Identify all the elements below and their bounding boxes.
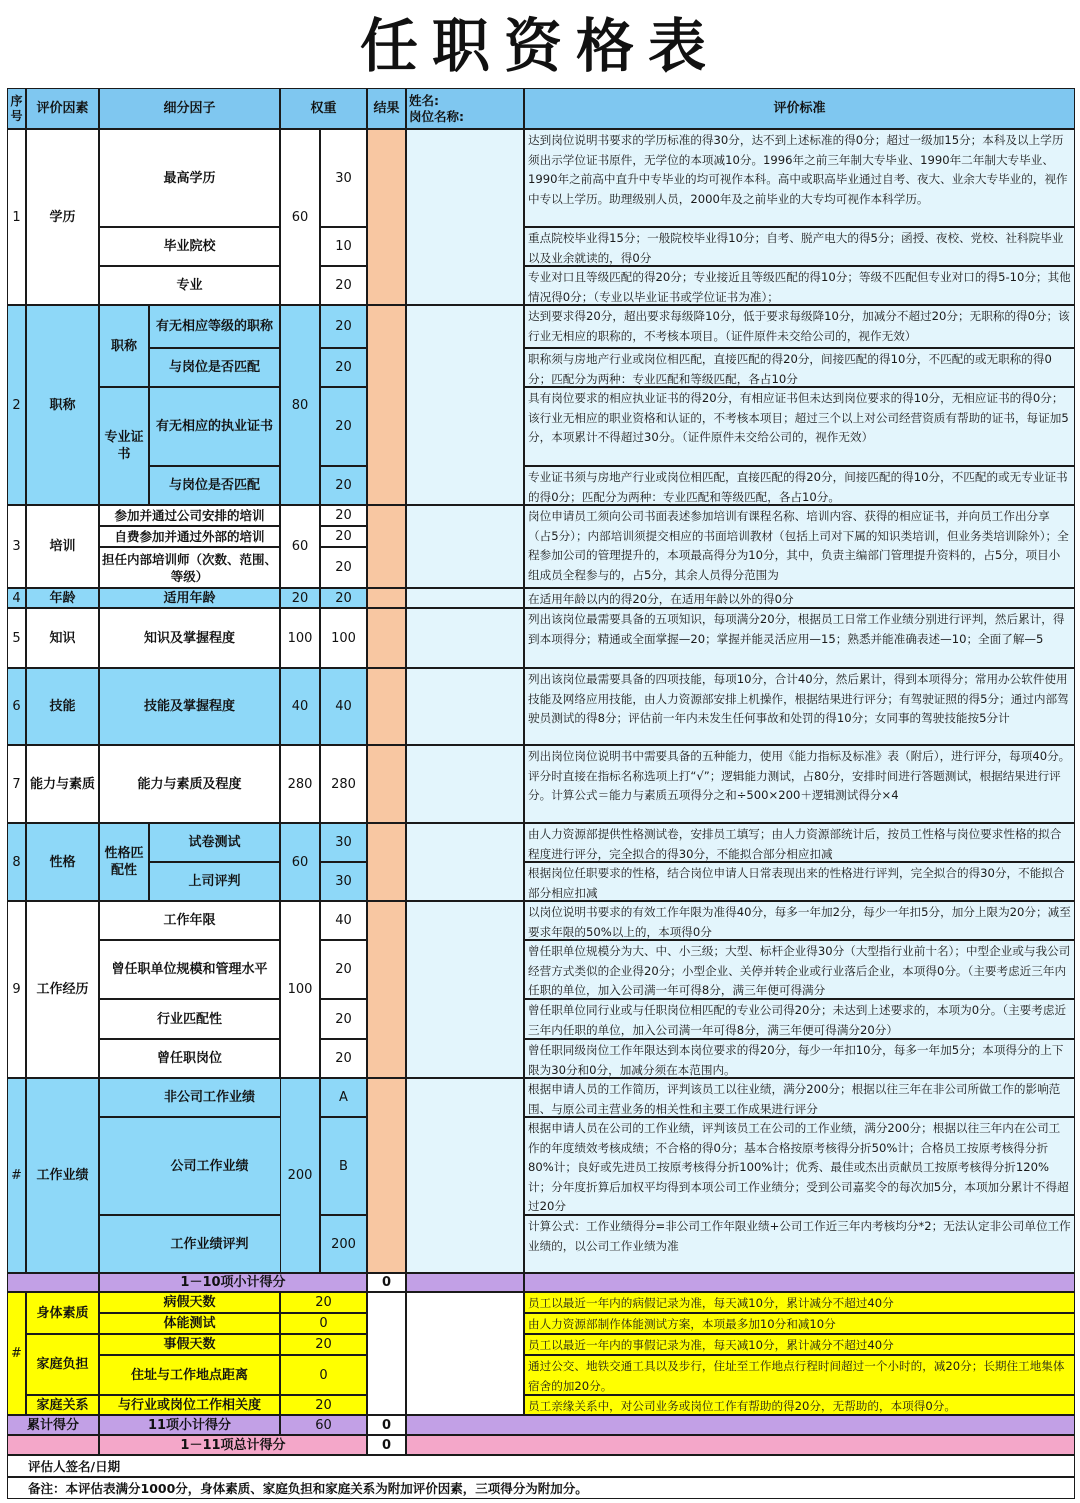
row5-weight: 100: [280, 608, 320, 668]
row3-factor: 培训: [26, 505, 99, 588]
row1-name-cell[interactable]: [406, 129, 524, 305]
row4-sub: 适用年龄: [99, 588, 280, 608]
subtotal-1-10-result[interactable]: 0: [367, 1273, 406, 1292]
total-label: 1－11项总计得分: [99, 1435, 367, 1455]
row4-result[interactable]: [367, 588, 406, 608]
row2-w2: 20: [320, 348, 367, 387]
row5-crit: 列出该岗位最需要具备的五项知识，每项满分20分，根据员工日常工作业绩分别进行评判，然后累计，得到本项得分；精通或全面掌握—20；掌握并能灵活应用—15；熟悉并能准确表述—10；全面了解—5: [524, 608, 1075, 668]
row10-crit1: 根据申请人员的工作简历，评判该员工以往业绩，满分200分；根据以往三年在非公司所做工作的影响范围、与原公司主营业务的相关性和主要工作成果进行评分: [524, 1078, 1075, 1117]
row4-crit: 在适用年龄以内的得20分，在适用年龄以外的得0分: [524, 588, 1075, 608]
row9-sub2: 曾任职单位规模和管理水平: [99, 940, 280, 999]
extra-crit3: 员工以最近一年内的事假记录为准，每天减10分，累计减分不超过40分: [524, 1334, 1075, 1355]
row7-sub: 能力与素质及程度: [99, 745, 280, 823]
row7-result[interactable]: [367, 745, 406, 823]
row6-factor: 技能: [26, 668, 99, 745]
row1-seq: 1: [7, 129, 26, 305]
row2-group-title: 职称: [99, 305, 149, 387]
row5-result[interactable]: [367, 608, 406, 668]
row6-weight: 40: [280, 668, 320, 745]
row1-sub1: 最高学历: [99, 129, 280, 227]
row9-crit1: 以岗位说明书要求的有效工作年限为准得40分，每多一年加2分，每少一年扣5分，加分上限为20分；减至要求年限的50%以上的，本项得0分: [524, 901, 1075, 940]
row7-factor: 能力与素质: [26, 745, 99, 823]
extra-crit2: 由人力资源部制作体能测试方案，本项最多加10分和减10分: [524, 1313, 1075, 1334]
row9-w3: 20: [320, 999, 367, 1039]
row3-seq: 3: [7, 505, 26, 588]
row8-result[interactable]: [367, 823, 406, 901]
row10-sub1: 非公司工作业绩: [99, 1078, 320, 1117]
row8-w2: 30: [320, 862, 367, 901]
row8-factor: 性格: [26, 823, 99, 901]
extra-sub4: 住址与工作地点距离: [99, 1355, 280, 1395]
row1-sub3: 专业: [99, 266, 280, 305]
row2-crit2: 职称须与房地产行业或岗位相匹配，直接匹配的得20分，间接匹配的得10分，不匹配的或无职称的得0分；匹配分为两种：专业匹配和等级匹配，各占10分: [524, 348, 1075, 387]
row5-w: 100: [320, 608, 367, 668]
signature-field[interactable]: 评估人签名/日期: [7, 1455, 1075, 1477]
row7-crit: 列出岗位岗位说明书中需要具备的五种能力，使用《能力指标及标准》表（附后），进行评分，每项40分。评分时直接在指标名称选项上打“√”；逻辑能力测试，占80分，安排时间进行答题测试，根据结果进行评分。计算公式＝能力与素质五项得分之和÷500×200＋逻辑测试得分×4: [524, 745, 1075, 823]
row3-result[interactable]: [367, 505, 406, 588]
subtotal-11-label: 11项小计得分: [99, 1415, 280, 1435]
row10-sub3: 工作业绩评判: [99, 1215, 320, 1273]
row2-crit4: 专业证书须与房地产行业或岗位相匹配，直接匹配的得20分，间接匹配的得10分，不匹配的或无专业证书的得0分；匹配分为两种：专业匹配和等级匹配，各占10分。: [524, 466, 1075, 505]
row6-seq: 6: [7, 668, 26, 745]
row2-crit3: 具有岗位要求的相应执业证书的得20分，有相应证书但未达到岗位要求的得10分，无相应证书的得0分；该行业无相应的职业资格和认证的，不考核本项目；超过三个以上对公司经营资质有帮助的证书，每证加5分，本项累计不得超过30分。（证件原件未交给公司的，视作无效）: [524, 387, 1075, 466]
row9-w4: 20: [320, 1039, 367, 1078]
header-name-position[interactable]: [406, 88, 524, 129]
extra-weight3: 20: [280, 1334, 367, 1355]
row8-weight: 60: [280, 823, 320, 901]
total-rest: [406, 1435, 1075, 1455]
extra-crit4: 通过公交、地铁交通工具以及步行，住址至工作地点行程时间超过一个小时的，减20分；长期住工地集体宿舍的加20分。: [524, 1355, 1075, 1395]
row7-seq: 7: [7, 745, 26, 823]
row8-sub1: 试卷测试: [149, 823, 280, 862]
extra-crit5: 员工亲缘关系中，对公司业务或岗位工作有帮助的得20分，无帮助的，本项得0分。: [524, 1395, 1075, 1415]
row9-factor: 工作经历: [26, 901, 99, 1078]
total-result[interactable]: 0: [367, 1435, 406, 1455]
row1-crit3: 专业对口且等级匹配的得20分；专业接近且等级匹配的得10分；等级不匹配但专业对口的得5-10分；其他情况得0分；（专业以毕业证书或学位证书为准）；: [524, 266, 1075, 305]
row5-seq: 5: [7, 608, 26, 668]
page-title: 任职资格表: [359, 12, 720, 80]
row2-sub1: 有无相应等级的职称: [149, 305, 280, 348]
row8-crit1: 由人力资源部提供性格测试卷，安排员工填写；由人力资源部统计后，按员工性格与岗位要求性格的拟合程度进行评分，完全拟合的得30分，不能拟合部分相应扣减: [524, 823, 1075, 862]
extra-factor-body: 身体素质: [26, 1292, 99, 1334]
footnote: 备注：本评估表满分1000分，身体素质、家庭负担和家庭关系为附加评价因素，三项得分为附加分。: [7, 1477, 1075, 1499]
subtotal-1-10-crit: [524, 1273, 1075, 1292]
row9-name-cell[interactable]: [406, 901, 524, 1078]
position-label: 岗位名称:: [409, 108, 464, 124]
row2-sub3: 有无相应的执业证书: [149, 387, 280, 466]
extra-crit1: 员工以最近一年内的病假记录为准，每天减10分，累计减分不超过40分: [524, 1292, 1075, 1313]
row3-name-cell[interactable]: [406, 505, 524, 588]
row10-w3: 200: [320, 1215, 367, 1273]
row2-group-cert: 专业证书: [99, 387, 149, 505]
row9-sub4: 曾任职岗位: [99, 1039, 280, 1078]
header-subfactor: 细分因子: [99, 88, 280, 129]
extra-result[interactable]: [367, 1292, 406, 1415]
header-criteria: 评价标准: [524, 88, 1075, 129]
row2-factor: 职称: [26, 305, 99, 505]
row9-crit3: 曾任职单位同行业或与任职岗位相匹配的专业公司得20分；未达到上述要求的，本项为0分。（主要考虑近三年内任职的单位，加入公司满一年可得8分，满三年便可得满分20分）: [524, 999, 1075, 1039]
row8-w1: 30: [320, 823, 367, 862]
row7-name-cell[interactable]: [406, 745, 524, 823]
extra-sub1: 病假天数: [99, 1292, 280, 1313]
extra-factor-family: 家庭负担: [26, 1334, 99, 1395]
row8-name-cell[interactable]: [406, 823, 524, 901]
row5-name-cell[interactable]: [406, 608, 524, 668]
row6-name-cell[interactable]: [406, 668, 524, 745]
row1-crit1: 达到岗位说明书要求的学历标准的得30分，达不到上述标准的得0分；超过一级加15分；本科及以上学历须出示学位证书原件，无学位的本项减10分。1996年之前三年制大专毕业、1990年二年制大专毕业、1990年之前高中直升中专毕业的均可视作本科。高中或职高毕业通过自考、夜大、业余大专毕业的，视作中专以上学历。助理级别人员，2000年及之前毕业的大专均可视作本科学历。: [524, 129, 1075, 227]
row5-factor: 知识: [26, 608, 99, 668]
row7-weight: 280: [280, 745, 320, 823]
row2-crit1: 达到要求得20分，超出要求每级降10分，低于要求每级降10分，加减分不超过20分；无职称的得0分；该行业无相应的职称的，不考核本项目。（证件原件未交给公司的，视作无效）: [524, 305, 1075, 348]
row1-sub2: 毕业院校: [99, 227, 280, 266]
row4-name-cell[interactable]: [406, 588, 524, 608]
row8-sub2: 上司评判: [149, 862, 280, 901]
row10-crit3: 计算公式：工作业绩得分=非公司工作年限业绩+公司工作近三年内考核均分*2；无法认定非公司单位工作业绩的，以公司工作业绩为准: [524, 1215, 1075, 1273]
name-label: 姓名:: [409, 92, 439, 108]
header-weight: 权重: [280, 88, 367, 129]
row9-w2: 20: [320, 940, 367, 999]
row7-w: 280: [320, 745, 367, 823]
row1-w2: 10: [320, 227, 367, 266]
total-blank: [7, 1435, 99, 1455]
row3-sub1: 参加并通过公司安排的培训: [99, 505, 280, 526]
row1-result[interactable]: [367, 129, 406, 305]
row9-crit4: 曾任职同级岗位工作年限达到本岗位要求的得20分，每少一年扣10分，每多一年加5分；本项得分的上下限为30分和0分，加减分须在本范围内。: [524, 1039, 1075, 1078]
extra-weight5: 20: [280, 1395, 367, 1415]
row4-factor: 年龄: [26, 588, 99, 608]
row3-crit: 岗位申请员工须向公司书面表述参加培训有课程名称、培训内容、获得的相应证书，并向员工作出分享（占5分）；内部培训须提交相应的书面培训教材（包括上司对下属的知识类培训，但业务类培训除外）；全程参加公司的管理提升的，本项最高得分为10分，其中，负责主编部门管理提升资料的，占5分，项目小组成员全程参与的，占5分，其余人员得分范围为: [524, 505, 1075, 588]
row5-sub: 知识及掌握程度: [99, 608, 280, 668]
subtotal-11-rest: [406, 1415, 1075, 1435]
row3-weight: 60: [280, 505, 320, 588]
subtotal-11-result[interactable]: 0: [367, 1415, 406, 1435]
row6-w: 40: [320, 668, 367, 745]
row10-crit2: 根据申请人员在公司的工作业绩，评判该员工在公司的工作业绩，满分200分；根据以往三年内在公司工作的年度绩效考核成绩；不合格的得0分；基本合格按原考核得分折50%计；合格员工按原考核得分折80%计；良好或先进员工按原考核得分折100%计；优秀、最佳或杰出贡献员工按原考核得分折120%计；分年度折算后加权平均得到本项公司工作业绩分；受到公司嘉奖令的每次加5分，本项加分累计不得超过20分: [524, 1117, 1075, 1215]
row2-weight: 80: [280, 305, 320, 505]
extra-sub5: 与行业或岗位工作相关度: [99, 1395, 280, 1415]
row3-w3: 20: [320, 547, 367, 588]
row4-seq: 4: [7, 588, 26, 608]
row2-sub4: 与岗位是否匹配: [149, 466, 280, 505]
subtotal-1-10-rest: [406, 1273, 524, 1292]
row2-name-cell[interactable]: [406, 305, 524, 505]
row9-w1: 40: [320, 901, 367, 940]
row3-w2: 20: [320, 526, 367, 547]
row9-result[interactable]: [367, 901, 406, 1078]
row9-seq: 9: [7, 901, 26, 1078]
subtotal-1-10-label: 1－10项小计得分: [99, 1273, 367, 1292]
row2-sub2: 与岗位是否匹配: [149, 348, 280, 387]
header-seq: 序号: [7, 88, 26, 129]
row2-result[interactable]: [367, 305, 406, 505]
row2-w4: 20: [320, 466, 367, 505]
row1-weight: 60: [280, 129, 320, 305]
extra-sub3: 事假天数: [99, 1334, 280, 1355]
extra-sub2: 体能测试: [99, 1313, 280, 1334]
row8-group: 性格匹配性: [99, 823, 149, 901]
row3-sub3: 担任内部培训师（次数、范围、等级）: [99, 547, 280, 588]
extra-weight2: 0: [280, 1313, 367, 1334]
row10-w2: B: [320, 1117, 367, 1215]
row10-seq: #: [7, 1078, 26, 1273]
row6-crit: 列出该岗位最需要具备的四项技能，每项10分，合计40分，然后累计，得到本项得分；常用办公软件使用技能及网络应用技能，由人力资源部安排上机操作，根据结果进行评分；有驾驶证照的得5分；通过内部驾驶员测试的得8分；评估前一年内未发生任何事故和处罚的得10分；女同事的驾驶技能按5分计: [524, 668, 1075, 745]
row9-crit2: 曾任职单位规模分为大、中、小三级；大型、标杆企业得30分（大型指行业前十名）；中型企业或与我公司经营方式类似的企业得20分；小型企业、关停并转企业或行业落后企业，本项得0分。（主要考虑近三年内任职的单位，加入公司满一年可得8分，满三年便可得满分: [524, 940, 1075, 999]
row10-sub2: 公司工作业绩: [99, 1117, 320, 1215]
header-factor: 评价因素: [26, 88, 99, 129]
extra-weight4: 0: [280, 1355, 367, 1395]
subtotal-11-weight: 60: [280, 1415, 367, 1435]
row3-w1: 20: [320, 505, 367, 526]
row10-name-cell[interactable]: [406, 1078, 524, 1273]
extra-factor-relation: 家庭关系: [26, 1395, 99, 1415]
row2-w3: 20: [320, 387, 367, 466]
row6-sub: 技能及掌握程度: [99, 668, 280, 745]
row10-factor: 工作业绩: [26, 1078, 99, 1273]
header-result: 结果: [367, 88, 406, 129]
row4-w: 20: [320, 588, 367, 608]
extra-name-cell[interactable]: [406, 1292, 524, 1415]
row1-w3: 20: [320, 266, 367, 305]
subtotal-1-10-blank: [7, 1273, 99, 1292]
row1-w1: 30: [320, 129, 367, 227]
row3-sub2: 自费参加并通过外部的培训: [99, 526, 280, 547]
subtotal-11-factor: 累计得分: [7, 1415, 99, 1435]
row2-w1: 20: [320, 305, 367, 348]
row9-sub1: 工作年限: [99, 901, 280, 940]
row1-crit2: 重点院校毕业得15分；一般院校毕业得10分；自考、脱产电大的得5分；函授、夜校、党校、社科院毕业以及业余就读的，得0分: [524, 227, 1075, 266]
row4-weight: 20: [280, 588, 320, 608]
row9-weight: 100: [280, 901, 320, 1078]
row8-seq: 8: [7, 823, 26, 901]
extra-weight1: 20: [280, 1292, 367, 1313]
extra-seq: #: [7, 1292, 26, 1415]
row10-result[interactable]: [367, 1078, 406, 1273]
row10-w1: A: [320, 1078, 367, 1117]
row6-result[interactable]: [367, 668, 406, 745]
row9-sub3: 行业匹配性: [99, 999, 280, 1039]
row8-crit2: 根据岗位任职要求的性格，结合岗位申请人日常表现出来的性格进行评判，完全拟合的得30分，不能拟合部分相应扣减: [524, 862, 1075, 901]
row1-factor: 学历: [26, 129, 99, 305]
row10-weight: 200: [280, 1078, 320, 1273]
row2-seq: 2: [7, 305, 26, 505]
